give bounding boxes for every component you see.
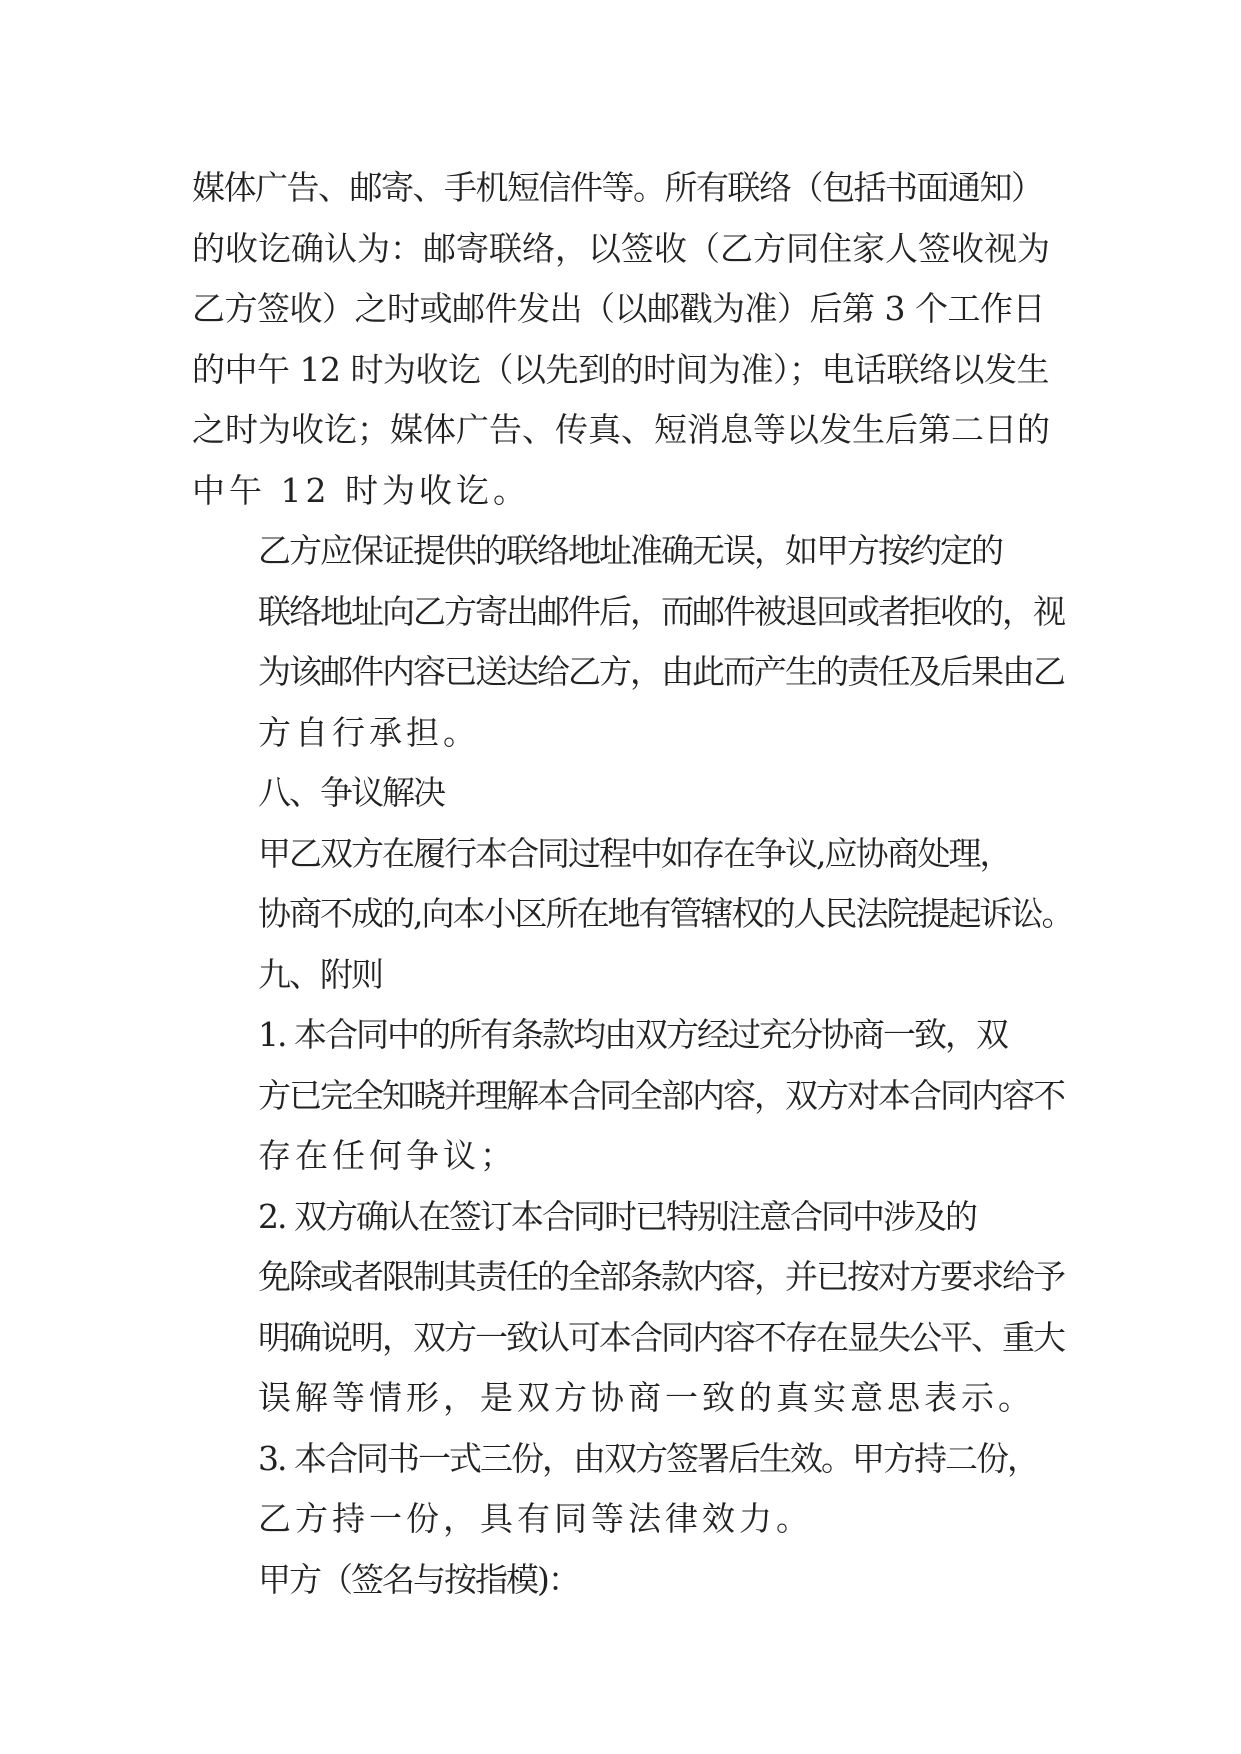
paragraph-address-accuracy <box>192 521 1064 763</box>
paragraph-clause-9-1 <box>192 1005 1064 1187</box>
text-line: 甲乙双方在履行本合同过程中如存在争议,应协商处理， <box>258 833 1011 873</box>
text-line: 2. 双方确认在签订本合同时已特别注意合同中涉及的 <box>258 1196 976 1236</box>
text-line: 八、争议解决 <box>258 773 444 812</box>
text-line: 误解等情形，是双方协商一致的真实意思表示。 <box>258 1378 1035 1417</box>
text-line: 九、附则 <box>258 954 382 994</box>
paragraph-section-8-body <box>192 824 1073 945</box>
text-line: 3. 本合同书一式三份，由双方签署后生效。甲方持二份， <box>258 1438 1038 1478</box>
text-line: 乙方应保证提供的联络地址准确无误，如甲方按约定的 <box>258 531 1002 570</box>
paragraph-section-9-heading <box>192 945 1052 1006</box>
text-line: 1. 本合同中的所有条款均由双方经过充分协商一致，双 <box>258 1015 1007 1054</box>
text-line: 之时为收讫；媒体广告、传真、短消息等以发生后第二日的 <box>192 410 1050 449</box>
text-line: 协商不成的,向本小区所在地有管辖权的人民法院提起诉讼。 <box>258 894 1073 933</box>
text-line: 免除或者限制其责任的全部条款内容，并已按对方要求给予 <box>258 1257 1064 1296</box>
text-line: 的中午 12 时为收讫（以先到的时间为准）；电话联络以发生 <box>192 349 1049 389</box>
paragraph-contact-methods-cont <box>192 158 1052 521</box>
text-line: 存在任何争议； <box>258 1136 517 1175</box>
text-line: 联络地址向乙方寄出邮件后，而邮件被退回或者拒收的，视 <box>258 591 1064 631</box>
paragraph-clause-9-3 <box>192 1429 1052 1550</box>
text-line: 乙方签收）之时或邮件发出（以邮戳为准）后第 3 个工作日 <box>192 289 1045 328</box>
text-line: 方自行承担。 <box>258 712 480 752</box>
text-line: 的收讫确认为：邮寄联络，以签收（乙方同住家人签收视为 <box>192 228 1050 268</box>
text-line: 为该邮件内容已送达给乙方，由此而产生的责任及后果由乙 <box>258 652 1064 691</box>
paragraph-clause-9-2 <box>192 1187 1064 1429</box>
text-line: 中午 12 时为收讫。 <box>192 470 530 510</box>
text-line: 甲方（签名与按指模)： <box>258 1559 579 1599</box>
text-line: 媒体广告、邮寄、手机短信件等。所有联络（包括书面通知） <box>192 168 1043 207</box>
text-line: 方已完全知晓并理解本合同全部内容，双方对本合同内容不 <box>258 1075 1064 1115</box>
paragraph-party-a-signature <box>192 1550 1052 1611</box>
document-body <box>192 158 1073 1610</box>
paragraph-section-8-heading <box>192 763 1052 824</box>
text-line: 乙方持一份，具有同等法律效力。 <box>258 1499 813 1538</box>
text-line: 明确说明，双方一致认可本合同内容不存在显失公平、重大 <box>258 1317 1064 1357</box>
